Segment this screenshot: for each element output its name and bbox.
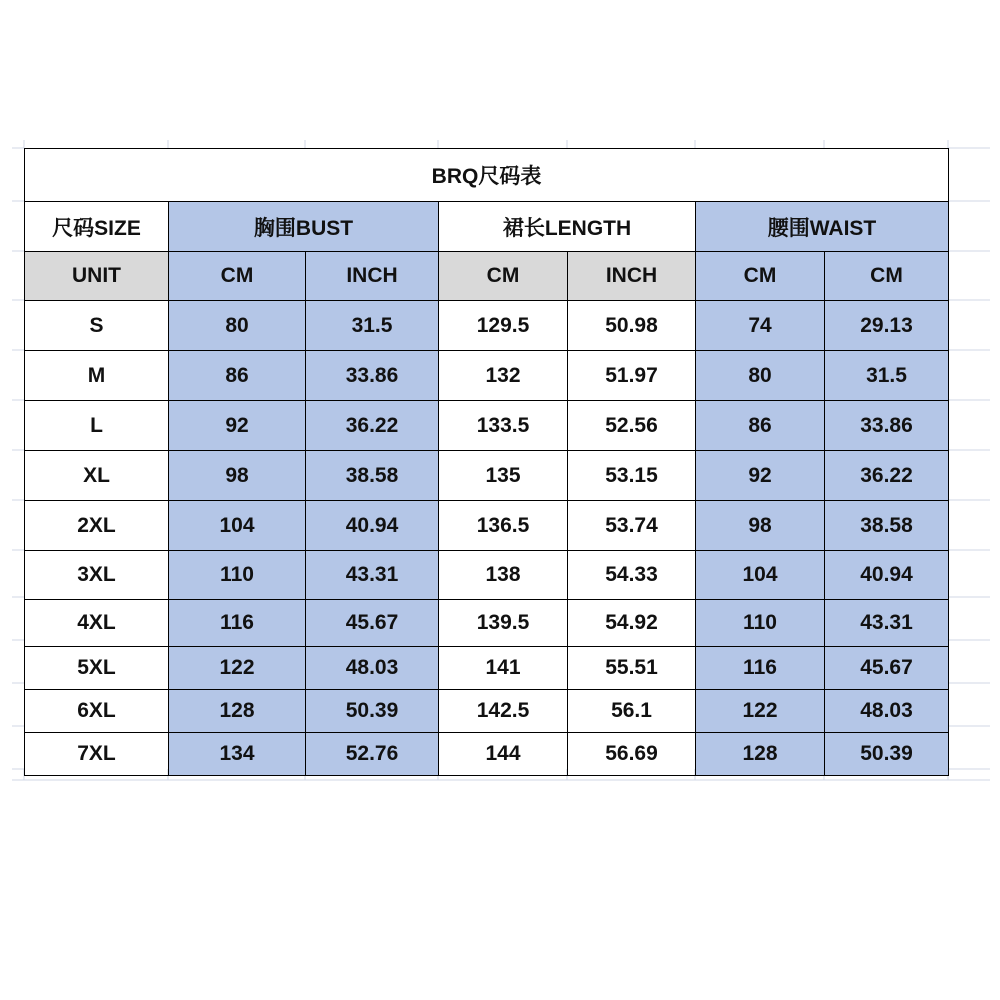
size-cell: M xyxy=(25,351,169,401)
length-inch-cell: 50.98 xyxy=(568,301,696,351)
waist-cm-cell-2: 36.22 xyxy=(825,451,949,501)
waist-cm-cell-2: 40.94 xyxy=(825,551,949,600)
bust-inch-cell: 36.22 xyxy=(306,401,439,451)
length-cm-cell: 135 xyxy=(439,451,568,501)
waist-cm-cell: 80 xyxy=(696,351,825,401)
bust-cm-cell: 128 xyxy=(169,690,306,733)
waist-cm-header: CM xyxy=(696,252,825,301)
waist-cm-cell: 110 xyxy=(696,600,825,647)
unit-header: UNIT xyxy=(25,252,169,301)
length-inch-cell: 52.56 xyxy=(568,401,696,451)
bust-cm-cell: 86 xyxy=(169,351,306,401)
length-inch-cell: 53.74 xyxy=(568,501,696,551)
waist-cm-cell-2: 45.67 xyxy=(825,647,949,690)
length-cm-cell: 139.5 xyxy=(439,600,568,647)
length-inch-cell: 54.33 xyxy=(568,551,696,600)
size-cell: 6XL xyxy=(25,690,169,733)
waist-group-header: 腰围WAIST xyxy=(696,202,949,252)
length-group-header: 裙长LENGTH xyxy=(439,202,696,252)
bust-cm-header: CM xyxy=(169,252,306,301)
bust-cm-cell: 98 xyxy=(169,451,306,501)
length-cm-cell: 129.5 xyxy=(439,301,568,351)
bust-cm-cell: 110 xyxy=(169,551,306,600)
length-cm-cell: 141 xyxy=(439,647,568,690)
waist-cm-cell-2: 50.39 xyxy=(825,733,949,776)
length-inch-cell: 54.92 xyxy=(568,600,696,647)
bust-inch-cell: 33.86 xyxy=(306,351,439,401)
bust-inch-header: INCH xyxy=(306,252,439,301)
bust-cm-cell: 116 xyxy=(169,600,306,647)
bust-inch-cell: 48.03 xyxy=(306,647,439,690)
bust-inch-cell: 38.58 xyxy=(306,451,439,501)
size-cell: S xyxy=(25,301,169,351)
size-group-header: 尺码SIZE xyxy=(25,202,169,252)
length-inch-cell: 56.1 xyxy=(568,690,696,733)
length-cm-header: CM xyxy=(439,252,568,301)
bust-inch-cell: 50.39 xyxy=(306,690,439,733)
waist-cm-cell-2: 38.58 xyxy=(825,501,949,551)
waist-cm-cell: 122 xyxy=(696,690,825,733)
length-inch-cell: 55.51 xyxy=(568,647,696,690)
length-cm-cell: 138 xyxy=(439,551,568,600)
waist-cm-cell-2: 43.31 xyxy=(825,600,949,647)
waist-cm-cell-2: 48.03 xyxy=(825,690,949,733)
length-inch-cell: 51.97 xyxy=(568,351,696,401)
bust-cm-cell: 92 xyxy=(169,401,306,451)
waist-cm-cell: 116 xyxy=(696,647,825,690)
length-cm-cell: 136.5 xyxy=(439,501,568,551)
waist-cm-cell: 104 xyxy=(696,551,825,600)
size-cell: 4XL xyxy=(25,600,169,647)
size-cell: 3XL xyxy=(25,551,169,600)
waist-cm-cell: 128 xyxy=(696,733,825,776)
waist-cm-cell: 98 xyxy=(696,501,825,551)
bust-inch-cell: 40.94 xyxy=(306,501,439,551)
waist-cm-cell: 86 xyxy=(696,401,825,451)
length-inch-cell: 56.69 xyxy=(568,733,696,776)
bust-inch-cell: 45.67 xyxy=(306,600,439,647)
size-cell: 5XL xyxy=(25,647,169,690)
waist-cm-cell-2: 31.5 xyxy=(825,351,949,401)
size-cell: 7XL xyxy=(25,733,169,776)
length-cm-cell: 132 xyxy=(439,351,568,401)
waist-cm-cell-2: 29.13 xyxy=(825,301,949,351)
length-cm-cell: 133.5 xyxy=(439,401,568,451)
length-cm-cell: 142.5 xyxy=(439,690,568,733)
table-title: BRQ尺码表 xyxy=(25,149,949,202)
bust-cm-cell: 122 xyxy=(169,647,306,690)
size-cell: XL xyxy=(25,451,169,501)
bust-cm-cell: 80 xyxy=(169,301,306,351)
length-cm-cell: 144 xyxy=(439,733,568,776)
bust-inch-cell: 31.5 xyxy=(306,301,439,351)
size-chart-table xyxy=(24,148,949,776)
size-cell: L xyxy=(25,401,169,451)
length-inch-cell: 53.15 xyxy=(568,451,696,501)
waist-cm-cell-2: 33.86 xyxy=(825,401,949,451)
bust-inch-cell: 52.76 xyxy=(306,733,439,776)
bust-group-header: 胸围BUST xyxy=(169,202,439,252)
waist-cm-cell: 74 xyxy=(696,301,825,351)
waist-cm-cell: 92 xyxy=(696,451,825,501)
bust-cm-cell: 104 xyxy=(169,501,306,551)
length-inch-header: INCH xyxy=(568,252,696,301)
size-cell: 2XL xyxy=(25,501,169,551)
bust-cm-cell: 134 xyxy=(169,733,306,776)
bust-inch-cell: 43.31 xyxy=(306,551,439,600)
waist-cm-header-2: CM xyxy=(825,252,949,301)
